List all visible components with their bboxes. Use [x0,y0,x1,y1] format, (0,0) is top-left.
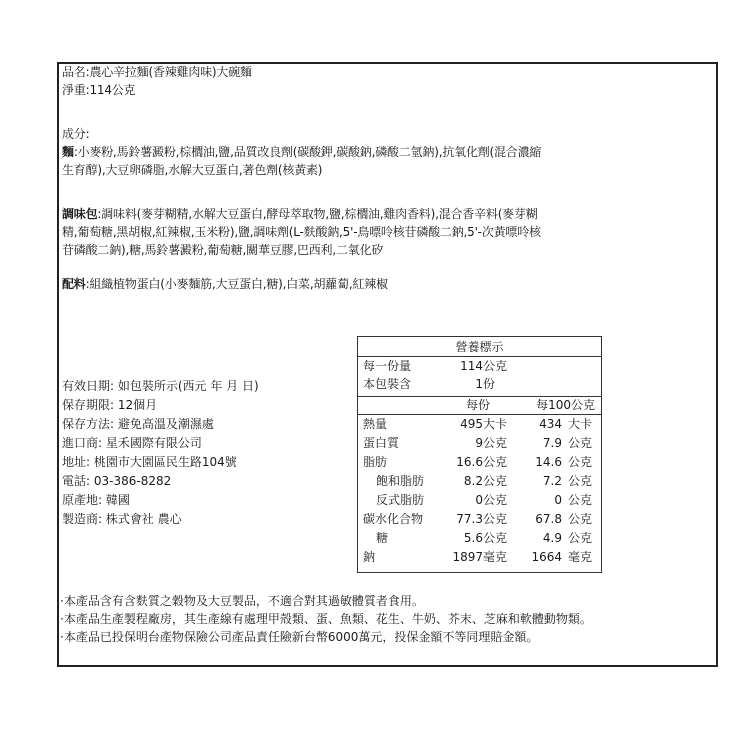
per-100g-unit: 毫克 [568,550,593,564]
address: 地址: 桃園市大園區民生路104號 [62,455,237,469]
product-name-label: 品名: [62,65,90,79]
nutrient-row-saturated-fat [358,472,601,490]
nutrient-name: 熱量 [363,417,388,431]
allergen-notes [60,592,592,646]
per-100g-unit: 公克 [568,474,593,488]
serving-size-unit: 公克 [483,359,508,373]
nutrient-row-sugar [358,529,601,547]
note-allergen-gluten-soy: ·本產品含有含麩質之穀物及大豆製品，不適合對其過敏體質者食用。 [60,594,424,608]
per-100g-header: 每100公克 [536,398,595,412]
servings-unit: 份 [483,377,496,391]
nutrient-row-protein [358,434,601,452]
noodle-ingredients-line-2: 生育醇),大豆卵磷脂,水解大豆蛋白,著色劑(核黃素) [62,163,323,177]
per-serving-unit: 公克 [483,531,508,545]
seasoning-ingredients-line-1 [62,205,538,223]
per-100g-value: 14.6 [535,455,562,469]
per-100g-unit: 大卡 [568,417,593,431]
per-serving-unit: 公克 [483,474,508,488]
nutrient-name: 反式脂肪 [376,493,425,507]
per-100g-value: 67.8 [535,512,562,526]
note-production-facility: ·本產品生產製程廠房，其生產線有處理甲殼類、蛋、魚類、花生、牛奶、芥末、芝麻和軟體動物類。 [60,612,592,626]
nutrition-title: 營養標示 [455,340,504,354]
ingredients-heading: 成分: [62,127,90,141]
nutrient-row-trans-fat [358,491,601,509]
seasoning-ingredients-line-3: 苷磷酸二鈉),糖,馬鈴薯澱粉,葡萄糖,關華豆膠,巴西利,二氧化矽 [62,243,384,257]
nutrient-row-energy [358,415,601,433]
per-serving-unit: 公克 [483,455,508,469]
per-serving-unit: 公克 [483,436,508,450]
note-insurance: ·本產品已投保明台產物保險公司產品責任險新台幣6000萬元，投保金額不等同理賠金額。 [60,630,539,644]
servings-row [358,375,601,393]
phone: 電話: 03-386-8282 [62,474,172,488]
per-100g-unit: 公克 [568,436,593,450]
per-serving-value: 0 [475,493,483,507]
nutrient-row-fat [358,453,601,471]
toppings-ingredients [62,275,388,293]
serving-size-row [358,357,601,375]
product-name-value: 農心辛拉麵(香辣雞肉味)大碗麵 [89,65,252,79]
serving-size-label: 每一份量 [363,359,412,373]
nutrient-name: 鈉 [363,550,376,564]
per-100g-unit: 公克 [568,531,593,545]
per-serving-value: 77.3 [456,512,483,526]
column-header-row [358,396,601,414]
per-serving-value: 1897 [452,550,483,564]
nutrient-name: 糖 [376,531,389,545]
per-serving-unit: 公克 [483,512,508,526]
per-serving-unit: 大卡 [483,417,508,431]
per-serving-unit: 公克 [483,493,508,507]
per-serving-value: 9 [475,436,483,450]
per-serving-unit: 毫克 [483,550,508,564]
nutrition-facts-table [357,336,602,573]
origin: 原產地: 韓國 [62,493,130,507]
toppings-label: 配料 [62,277,86,291]
nutrient-row-sodium [358,548,601,566]
per-100g-value: 4.9 [542,531,562,545]
per-100g-value: 1664 [531,550,562,564]
net-weight-label: 淨重: [62,83,90,97]
seasoning-ingredients-line-2: 精,葡萄糖,黑胡椒,紅辣椒,玉米粉),鹽,調味劑(L-麩酸鈉,5'-鳥嘌呤核苷磷酸二鈉,5'-次黃嘌呤核 [62,225,541,239]
per-100g-value: 7.2 [542,474,562,488]
importer: 進口商: 星禾國際有限公司 [62,436,202,450]
per-100g-unit: 公克 [568,512,593,526]
toppings-text: :組織植物蛋白(小麥麵筋,大豆蛋白,糖),白菜,胡蘿蔔,紅辣椒 [85,277,388,291]
noodle-ingredients-line-1 [62,143,541,161]
per-serving-value: 495 [460,417,483,431]
seasoning-ingredients-text-1: :調味料(麥芽糊精,水解大豆蛋白,酵母萃取物,鹽,棕櫚油,雞肉香料),混合香辛料(麥芽糊 [97,207,538,221]
product-name [62,63,252,81]
servings-value: 1 [475,377,483,391]
serving-size-value: 114 [460,359,483,373]
per-100g-value: 0 [554,493,562,507]
noodle-label: 麵 [62,145,74,159]
per-serving-value: 5.6 [463,531,483,545]
manufacturer: 製造商: 株式會社 農心 [62,512,182,526]
nutrient-name: 脂肪 [363,455,388,469]
per-100g-value: 434 [539,417,562,431]
seasoning-label: 調味包 [62,207,98,221]
noodle-ingredients-text-1: :小麥粉,馬鈴薯澱粉,棕櫚油,鹽,品質改良劑(碳酸鉀,碳酸鈉,磷酸二氫鈉),抗氧化劑(混合濃縮 [73,145,542,159]
net-weight [62,81,135,99]
nutrient-name: 飽和脂肪 [376,474,425,488]
servings-label: 本包裝含 [363,377,412,391]
per-serving-header: 每份 [466,398,491,412]
shelf-life: 保存期限: 12個月 [62,398,158,412]
per-100g-unit: 公克 [568,493,593,507]
nutrient-name: 蛋白質 [363,436,400,450]
per-serving-value: 8.2 [463,474,483,488]
per-serving-value: 16.6 [456,455,483,469]
nutrient-row-carbohydrate [358,510,601,528]
expiry-date: 有效日期: 如包裝所示(西元 年 月 日) [62,379,259,393]
per-100g-unit: 公克 [568,455,593,469]
storage-method: 保存方法: 避免高溫及潮濕處 [62,417,214,431]
nutrient-name: 碳水化合物 [363,512,424,526]
per-100g-value: 7.9 [542,436,562,450]
net-weight-value: 114公克 [89,83,136,97]
